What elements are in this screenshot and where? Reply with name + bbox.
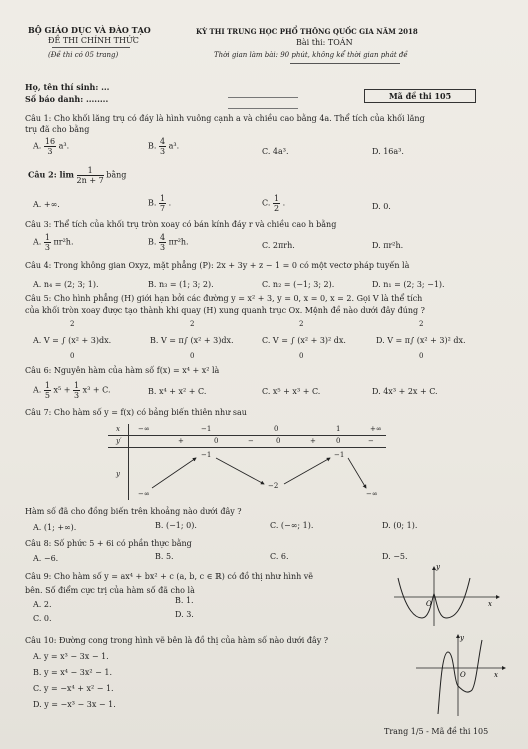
q5-b-lower: 0 bbox=[190, 352, 195, 360]
q8-option-b: B. 5. bbox=[155, 552, 174, 561]
q7-option-d: D. (0; 1). bbox=[382, 521, 418, 530]
yp-sign-2: − bbox=[248, 437, 254, 445]
variation-arrows bbox=[108, 424, 386, 500]
q2-option-b: B. $\frac{1}{7}$ . bbox=[148, 194, 172, 213]
name-label: Họ, tên thí sinh: ... bbox=[25, 82, 110, 92]
q5-stem-2: của khối tròn xoay được tạo thành khi quay (H) xung quanh trục Ox. Mệnh đề nào dưới đây đúng ? bbox=[25, 306, 425, 315]
q2-option-c: C. $\frac{1}{2}$ . bbox=[262, 194, 286, 213]
q4-option-d: D. n₁ = (2; 3; −1). bbox=[372, 280, 445, 289]
q2-option-d: D. 0. bbox=[372, 202, 391, 211]
exam-code-box: Mã đề thi 105 bbox=[364, 89, 476, 103]
q10-option-c: C. y = −x⁴ + x² − 1. bbox=[33, 684, 114, 693]
q4-option-a: A. n₄ = (2; 3; 1). bbox=[33, 280, 99, 289]
q5-d-upper: 2 bbox=[419, 320, 424, 328]
yp-sign-1: 0 bbox=[214, 437, 219, 445]
q7-option-a: A. (1; +∞). bbox=[33, 523, 77, 532]
q6-option-c: C. x⁵ + x³ + C. bbox=[262, 387, 321, 396]
y-val-3: −1 bbox=[334, 451, 345, 459]
q10-x-arrow bbox=[502, 666, 506, 670]
q2-option-a: A. +∞. bbox=[33, 200, 60, 209]
q5-c-lower: 0 bbox=[299, 352, 304, 360]
id-label: Số báo danh: ........ bbox=[25, 94, 109, 104]
q2-stem: Câu 2: lim $\frac{1}{2n + 7}$ bằng bbox=[28, 166, 127, 185]
yp-sign-4: + bbox=[310, 437, 316, 445]
q1-option-c: C. 4a³. bbox=[262, 147, 289, 156]
q9-stem: Câu 9: Cho hàm số y = ax⁴ + bx² + c (a, b, c ∈ ℝ) có đồ thị như hình vẽ bbox=[25, 572, 314, 581]
x-val-2: 0 bbox=[274, 425, 279, 433]
q6-stem: Câu 6: Nguyên hàm của hàm số f(x) = x⁴ + x² là bbox=[25, 366, 220, 375]
q5-option-d: D. V = π∫ (x² + 3)² dx. bbox=[376, 336, 466, 345]
q6-option-a: A. $\frac{1}{5}$ x⁵ + $\frac{1}{3}$ x³ + C. bbox=[33, 381, 111, 400]
q10-option-d: D. y = −x³ − 3x − 1. bbox=[33, 700, 116, 709]
q7-stem: Câu 7: Cho hàm số y = f(x) có bảng biến thiên như sau bbox=[25, 408, 247, 417]
y-val-1: −1 bbox=[201, 451, 212, 459]
page-footer: Trang 1/5 - Mã đề thi 105 bbox=[384, 727, 489, 736]
q9-graph bbox=[392, 564, 500, 628]
q5-d-lower: 0 bbox=[419, 352, 424, 360]
q5-c-upper: 2 bbox=[299, 320, 304, 328]
q5-option-a: A. V = ∫ (x² + 3)dx. bbox=[33, 336, 112, 345]
q9-x-label: x bbox=[488, 600, 492, 608]
y-val-2: −2 bbox=[268, 482, 279, 490]
ministry-title: BỘ GIÁO DỤC VÀ ĐÀO TẠO bbox=[28, 25, 151, 35]
q5-a-upper: 2 bbox=[70, 320, 75, 328]
q1-option-a: A. $\frac{16}{3}$ a³. bbox=[33, 137, 70, 156]
yp-sign-6: − bbox=[368, 437, 374, 445]
q3-option-d: D. πr²h. bbox=[372, 241, 404, 250]
yprime-label: y′ bbox=[116, 437, 122, 445]
y-label: y bbox=[116, 470, 120, 478]
q5-a-lower: 0 bbox=[70, 352, 75, 360]
x-val-4: +∞ bbox=[370, 425, 382, 433]
q7-option-b: B. (−1; 0). bbox=[155, 521, 197, 530]
q10-x-label: x bbox=[494, 671, 498, 679]
q3-stem: Câu 3: Thể tích của khối trụ tròn xoay có bán kính đáy r và chiều cao h bằng bbox=[25, 220, 337, 229]
q6-option-b: B. x⁴ + x² + C. bbox=[148, 387, 207, 396]
x-val-0: −∞ bbox=[138, 425, 150, 433]
header-rule bbox=[52, 47, 130, 48]
x-val-1: −1 bbox=[201, 425, 212, 433]
q9-option-c: C. 0. bbox=[33, 614, 52, 623]
id-dots bbox=[228, 108, 298, 109]
q9-x-arrow bbox=[496, 595, 500, 599]
yp-sign-5: 0 bbox=[336, 437, 341, 445]
variation-table bbox=[108, 424, 386, 500]
q5-stem: Câu 5: Cho hình phẳng (H) giới hạn bởi các đường y = x² + 3, y = 0, x = 0, x = 2. Gọi V là thể tích bbox=[25, 294, 423, 303]
q10-stem: Câu 10: Đường cong trong hình vẽ bên là đồ thị của hàm số nào dưới đây ? bbox=[25, 636, 329, 645]
time-note: Thời gian làm bài: 90 phút, không kể thời gian phát đề bbox=[214, 51, 408, 59]
q8-option-c: C. 6. bbox=[270, 552, 289, 561]
q5-option-c: C. V = ∫ (x² + 3)² dx. bbox=[262, 336, 346, 345]
q10-y-label: y bbox=[460, 634, 464, 642]
name-dots bbox=[228, 97, 298, 98]
q9-option-d: D. 3. bbox=[175, 610, 194, 619]
subject-label: Bài thi: TOÁN bbox=[296, 38, 353, 47]
q10-option-a: A. y = x³ − 3x − 1. bbox=[33, 652, 109, 661]
q4-option-c: C. n₂ = (−1; 3; 2). bbox=[262, 280, 335, 289]
q6-option-d: D. 4x³ + 2x + C. bbox=[372, 387, 438, 396]
q9-option-b: B. 1. bbox=[175, 596, 194, 605]
x-label: x bbox=[116, 425, 120, 433]
q8-option-d: D. −5. bbox=[382, 552, 408, 561]
q10-option-b: B. y = x⁴ − 3x² − 1. bbox=[33, 668, 113, 677]
q8-option-a: A. −6. bbox=[33, 554, 59, 563]
q9-origin-label: O bbox=[426, 600, 432, 608]
q5-b-upper: 2 bbox=[190, 320, 195, 328]
q4-stem: Câu 4: Trong không gian Oxyz, mặt phẳng (P): 2x + 3y + z − 1 = 0 có một vectơ pháp tuyến là bbox=[25, 261, 410, 270]
q3-option-c: C. 2πrh. bbox=[262, 241, 295, 250]
q3-option-b: B. $\frac{4}{3}$ πr²h. bbox=[148, 233, 189, 252]
q10-origin-label: O bbox=[460, 671, 466, 679]
q7-option-c: C. (−∞; 1). bbox=[270, 521, 314, 530]
q4-option-b: B. n₃ = (1; 3; 2). bbox=[148, 280, 214, 289]
official-label: ĐỀ THI CHÍNH THỨC bbox=[48, 36, 139, 45]
q9-y-label: y bbox=[436, 564, 440, 571]
header-rule-2 bbox=[290, 63, 400, 64]
q3-option-a: A. $\frac{1}{3}$ πr²h. bbox=[33, 233, 74, 252]
q8-stem: Câu 8: Số phức 5 + 6i có phần thực bằng bbox=[25, 539, 192, 548]
q1-stem: Câu 1: Cho khối lăng trụ có đáy là hình vuông cạnh a và chiều cao bằng 4a. Thể tích của khối lăng bbox=[25, 114, 425, 123]
q10-graph bbox=[414, 630, 506, 718]
yp-sign-3: 0 bbox=[276, 437, 281, 445]
yp-sign-0: + bbox=[178, 437, 184, 445]
q1-stem-2: trụ đã cho bằng bbox=[25, 125, 90, 134]
q1-option-d: D. 16a³. bbox=[372, 147, 404, 156]
q1-option-b: B. $\frac{4}{3}$ a³. bbox=[148, 137, 180, 156]
q5-option-b: B. V = π∫ (x² + 3)dx. bbox=[150, 336, 234, 345]
exam-title: KỲ THI TRUNG HỌC PHỔ THÔNG QUỐC GIA NĂM 2018 bbox=[196, 27, 418, 36]
x-val-3: 1 bbox=[336, 425, 341, 433]
q9-stem-2: bên. Số điểm cực trị của hàm số đã cho là bbox=[25, 586, 195, 595]
q9-option-a: A. 2. bbox=[33, 600, 52, 609]
q7-stem-2: Hàm số đã cho đồng biến trên khoảng nào dưới đây ? bbox=[25, 507, 242, 516]
pages-note: (Đề thi có 05 trang) bbox=[48, 51, 119, 59]
y-val-4: −∞ bbox=[366, 490, 378, 498]
y-val-0: −∞ bbox=[138, 490, 150, 498]
